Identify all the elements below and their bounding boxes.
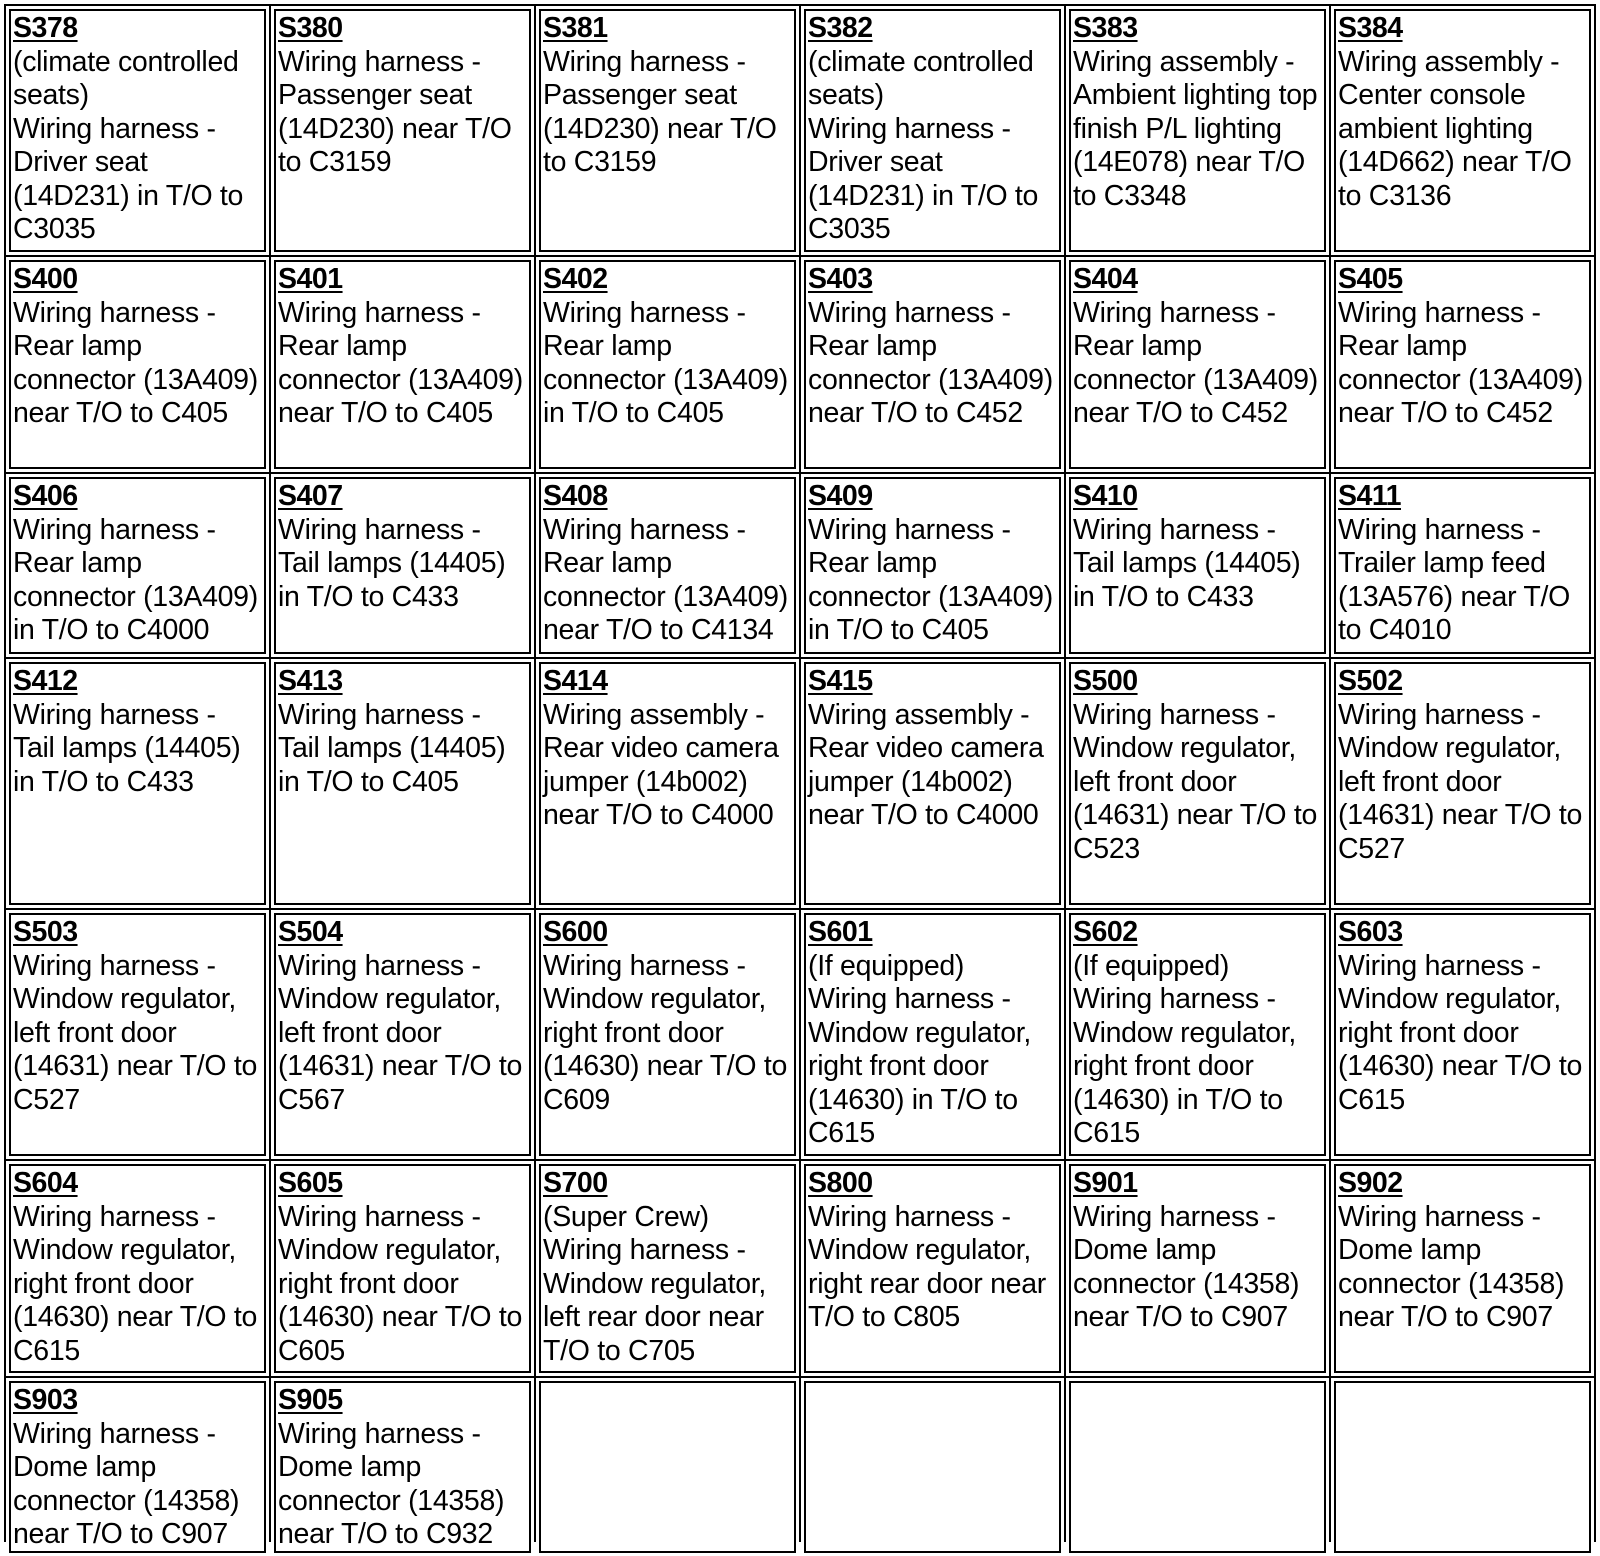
splice-description: Wiring harness - Window regulator, right front door (14630) near T/O to C605	[278, 1200, 523, 1367]
table-cell	[1331, 1161, 1594, 1376]
empty-cell	[536, 1378, 799, 1556]
splice-code: S903	[13, 1384, 78, 1416]
splice-description: Wiring harness - Window regulator, right front door (14630) near T/O to C615	[1338, 949, 1583, 1116]
splice-code: S403	[808, 263, 873, 295]
splice-code: S600	[543, 916, 608, 948]
table-cell	[1331, 257, 1594, 472]
splice-code: S901	[1073, 1167, 1138, 1199]
splice-description: (Super Crew) Wiring harness - Window regulator, left rear door near T/O to C705	[543, 1200, 767, 1367]
table-cell	[1331, 659, 1594, 908]
table-cell	[801, 474, 1064, 657]
splice-description: Wiring harness - Tail lamps (14405) in T/O to C433	[1073, 513, 1301, 613]
splice-code: S412	[13, 665, 78, 697]
table-cell	[1066, 910, 1329, 1159]
splice-code: S405	[1338, 263, 1403, 295]
splice-code: S605	[278, 1167, 343, 1199]
table-cell	[1331, 474, 1594, 657]
splice-description: Wiring harness - Window regulator, right front door (14630) near T/O to C609	[543, 949, 788, 1116]
splice-code: S406	[13, 480, 78, 512]
table-cell	[271, 6, 534, 255]
splice-description: (If equipped) Wiring harness - Window regulator, right front door (14630) in T/O to C615	[1073, 949, 1297, 1149]
splice-code: S700	[543, 1167, 608, 1199]
splice-description: Wiring harness - Rear lamp connector (13A409) near T/O to C452	[1338, 296, 1583, 429]
table-cell	[6, 474, 269, 657]
splice-code: S380	[278, 12, 343, 44]
splice-table	[4, 4, 1596, 1550]
splice-code: S404	[1073, 263, 1138, 295]
splice-code: S384	[1338, 12, 1403, 44]
table-cell	[536, 1161, 799, 1376]
splice-code: S382	[808, 12, 873, 44]
table-cell	[271, 474, 534, 657]
splice-description: Wiring harness - Window regulator, left front door (14631) near T/O to C527	[1338, 698, 1583, 865]
table-cell	[536, 910, 799, 1159]
splice-description: Wiring assembly - Ambient lighting top finish P/L lighting (14E078) near T/O to C3348	[1073, 45, 1318, 212]
splice-description: Wiring assembly - Rear video camera jumper (14b002) near T/O to C4000	[808, 698, 1044, 831]
splice-code: S408	[543, 480, 608, 512]
table-cell	[6, 6, 269, 255]
splice-code: S500	[1073, 665, 1138, 697]
splice-description: Wiring harness - Window regulator, right rear door near T/O to C805	[808, 1200, 1046, 1333]
table-cell	[1066, 1161, 1329, 1376]
splice-code: S800	[808, 1167, 873, 1199]
table-cell	[1331, 910, 1594, 1159]
table-cell	[1066, 257, 1329, 472]
splice-code: S603	[1338, 916, 1403, 948]
table-cell	[536, 257, 799, 472]
table-cell	[801, 257, 1064, 472]
splice-description: Wiring assembly - Rear video camera jumper (14b002) near T/O to C4000	[543, 698, 779, 831]
table-cell	[536, 6, 799, 255]
table-cell	[6, 659, 269, 908]
empty-cell	[1331, 1378, 1594, 1556]
splice-description: Wiring harness - Rear lamp connector (13A409) near T/O to C405	[13, 296, 258, 429]
table-cell	[1331, 6, 1594, 255]
splice-code: S383	[1073, 12, 1138, 44]
splice-description: Wiring harness - Dome lamp connector (14358) near T/O to C907	[1338, 1200, 1565, 1333]
table-cell	[1066, 659, 1329, 908]
splice-description: Wiring harness - Rear lamp connector (13A409) near T/O to C4134	[543, 513, 788, 646]
splice-description: Wiring harness - Window regulator, left front door (14631) near T/O to C527	[13, 949, 258, 1116]
splice-description: Wiring harness - Dome lamp connector (14358) near T/O to C932	[278, 1417, 505, 1550]
splice-code: S411	[1338, 480, 1401, 512]
splice-description: (climate controlled seats) Wiring harness - Driver seat (14D231) in T/O to C3035	[808, 45, 1039, 245]
splice-code: S415	[808, 665, 873, 697]
splice-description: Wiring harness - Tail lamps (14405) in T/O to C405	[278, 698, 506, 798]
splice-description: (climate controlled seats) Wiring harness - Driver seat (14D231) in T/O to C3035	[13, 45, 244, 245]
table-cell	[271, 1378, 534, 1556]
splice-code: S504	[278, 916, 343, 948]
splice-code: S601	[808, 916, 873, 948]
splice-description: Wiring harness - Dome lamp connector (14358) near T/O to C907	[13, 1417, 240, 1550]
splice-code: S407	[278, 480, 343, 512]
splice-code: S413	[278, 665, 343, 697]
table-cell	[271, 659, 534, 908]
table-cell	[1066, 474, 1329, 657]
splice-description: Wiring harness - Rear lamp connector (13A409) in T/O to C405	[543, 296, 788, 429]
table-cell	[801, 6, 1064, 255]
empty-cell	[801, 1378, 1064, 1556]
empty-cell	[1066, 1378, 1329, 1556]
splice-code: S905	[278, 1384, 343, 1416]
splice-code: S902	[1338, 1167, 1403, 1199]
splice-code: S502	[1338, 665, 1403, 697]
splice-description: Wiring harness - Dome lamp connector (14358) near T/O to C907	[1073, 1200, 1300, 1333]
table-cell	[801, 910, 1064, 1159]
splice-code: S381	[543, 12, 608, 44]
splice-description: Wiring harness - Rear lamp connector (13A409) in T/O to C405	[808, 513, 1053, 646]
table-cell	[6, 257, 269, 472]
table-cell	[271, 910, 534, 1159]
splice-description: Wiring harness - Tail lamps (14405) in T/O to C433	[13, 698, 241, 798]
splice-code: S604	[13, 1167, 78, 1199]
splice-description: Wiring harness - Window regulator, right front door (14630) near T/O to C615	[13, 1200, 258, 1367]
splice-description: Wiring harness - Window regulator, left front door (14631) near T/O to C567	[278, 949, 523, 1116]
splice-description: Wiring harness - Tail lamps (14405) in T/O to C433	[278, 513, 506, 613]
splice-description: Wiring harness - Passenger seat (14D230) near T/O to C3159	[543, 45, 777, 178]
table-cell	[271, 257, 534, 472]
splice-description: Wiring assembly - Center console ambient lighting (14D662) near T/O to C3136	[1338, 45, 1572, 212]
splice-description: Wiring harness - Rear lamp connector (13A409) near T/O to C452	[808, 296, 1053, 429]
table-cell	[6, 1161, 269, 1376]
splice-code: S378	[13, 12, 78, 44]
splice-description: Wiring harness - Rear lamp connector (13A409) near T/O to C405	[278, 296, 523, 429]
table-cell	[801, 659, 1064, 908]
splice-code: S503	[13, 916, 78, 948]
table-cell	[6, 910, 269, 1159]
table-cell	[1066, 6, 1329, 255]
splice-description: Wiring harness - Passenger seat (14D230) near T/O to C3159	[278, 45, 512, 178]
splice-code: S602	[1073, 916, 1138, 948]
splice-description: Wiring harness - Trailer lamp feed (13A576) near T/O to C4010	[1338, 513, 1571, 646]
splice-description: (If equipped) Wiring harness - Window regulator, right front door (14630) in T/O to C615	[808, 949, 1032, 1149]
table-cell	[6, 1378, 269, 1556]
splice-code: S400	[13, 263, 78, 295]
splice-code: S401	[278, 263, 343, 295]
splice-description: Wiring harness - Rear lamp connector (13A409) in T/O to C4000	[13, 513, 258, 646]
table-cell	[801, 1161, 1064, 1376]
table-cell	[536, 659, 799, 908]
splice-description: Wiring harness - Window regulator, left front door (14631) near T/O to C523	[1073, 698, 1318, 865]
table-cell	[271, 1161, 534, 1376]
splice-code: S402	[543, 263, 608, 295]
splice-description: Wiring harness - Rear lamp connector (13A409) near T/O to C452	[1073, 296, 1318, 429]
splice-code: S414	[543, 665, 608, 697]
splice-code: S409	[808, 480, 873, 512]
table-cell	[536, 474, 799, 657]
splice-code: S410	[1073, 480, 1138, 512]
